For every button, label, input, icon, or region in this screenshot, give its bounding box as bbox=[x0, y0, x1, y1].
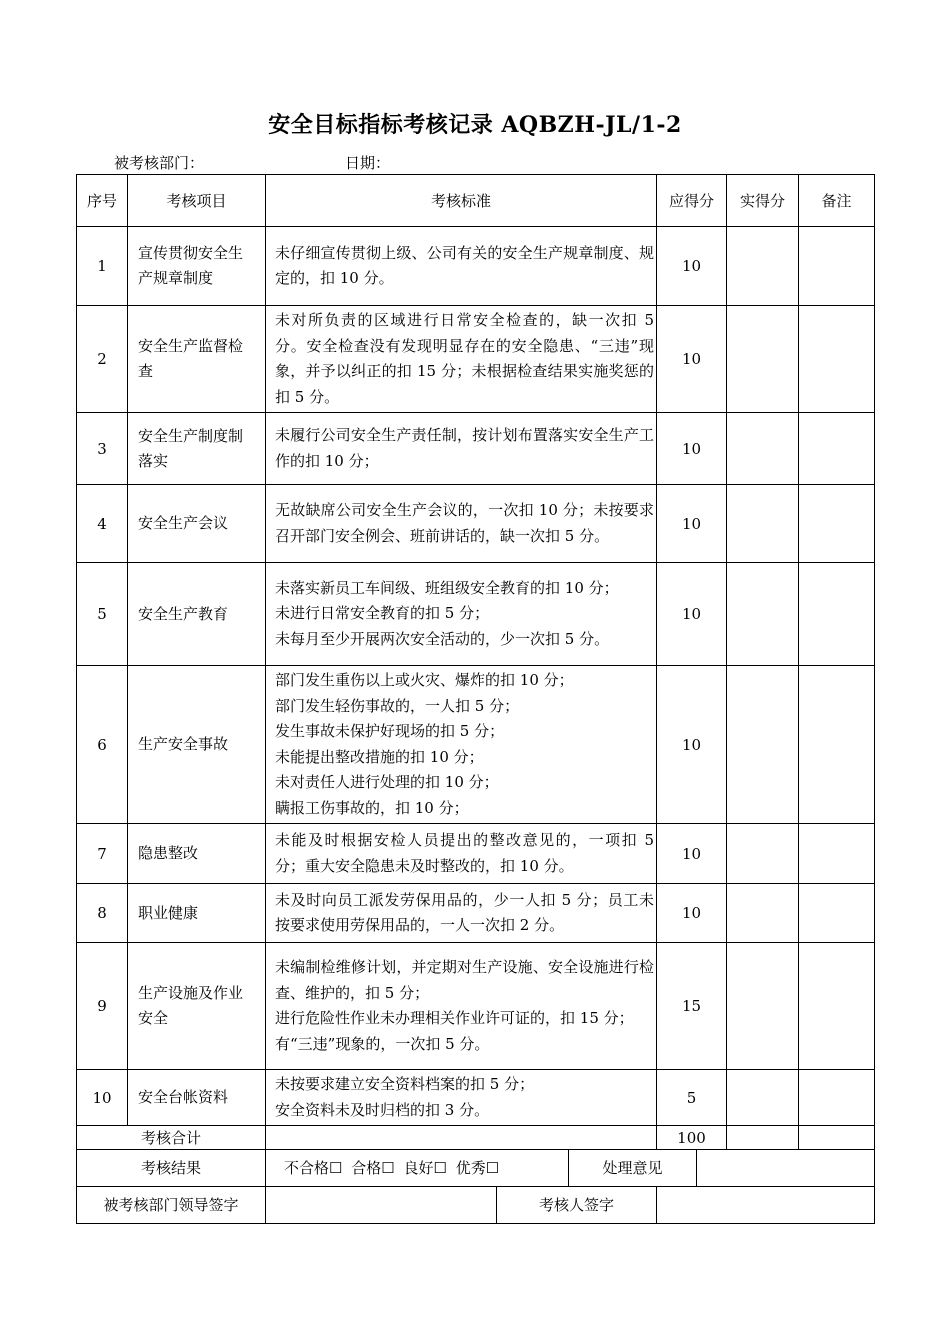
row-due-score: 10 bbox=[657, 227, 727, 306]
row-actual-score[interactable] bbox=[727, 563, 799, 666]
row-item: 宣传贯彻安全生产规章制度 bbox=[128, 227, 266, 306]
row-no: 9 bbox=[77, 943, 128, 1070]
row-standard bbox=[266, 824, 657, 884]
header-due: 应得分 bbox=[657, 175, 727, 227]
signature-row bbox=[77, 1187, 875, 1223]
row-no: 6 bbox=[77, 666, 128, 824]
table-row bbox=[77, 227, 875, 306]
row-due-score: 10 bbox=[657, 824, 727, 884]
option-qualified[interactable]: 合格☐ bbox=[351, 1159, 395, 1178]
row-no: 7 bbox=[77, 824, 128, 884]
row-remark[interactable] bbox=[799, 413, 875, 485]
header-remark: 备注 bbox=[799, 175, 875, 227]
total-remark-cell[interactable] bbox=[799, 1126, 875, 1150]
row-no: 5 bbox=[77, 563, 128, 666]
standard-line: 部门发生轻伤事故的，一人扣 5 分； bbox=[275, 696, 520, 715]
header-no: 序号 bbox=[77, 175, 128, 227]
standard-line: 未对所负责的区域进行日常安全检查的，缺一次扣 5 分。安全检查没有发现明显存在的安全隐患、“三违”现象，并予以纠正的扣 15 分；未根据检查结果实施奖惩的扣 5 分。 bbox=[275, 311, 654, 406]
row-actual-score[interactable] bbox=[727, 943, 799, 1070]
table-row bbox=[77, 413, 875, 485]
header-item: 考核项目 bbox=[128, 175, 266, 227]
total-due: 100 bbox=[657, 1126, 727, 1150]
row-due-score: 10 bbox=[657, 306, 727, 413]
table-row bbox=[77, 306, 875, 413]
standard-line: 安全资料未及时归档的扣 3 分。 bbox=[275, 1100, 490, 1119]
standard-line: 无故缺席公司安全生产会议的，一次扣 10 分；未按要求召开部门安全例会、班前讲话的，缺一次扣 5 分。 bbox=[275, 501, 654, 545]
row-remark[interactable] bbox=[799, 306, 875, 413]
standard-line: 部门发生重伤以上或火灾、爆炸的扣 10 分； bbox=[275, 671, 574, 689]
row-due-score: 5 bbox=[657, 1070, 727, 1126]
standard-line: 进行危险性作业未办理相关作业许可证的，扣 15 分； bbox=[275, 1009, 634, 1027]
row-item: 生产设施及作业安全 bbox=[128, 943, 266, 1070]
row-remark[interactable] bbox=[799, 1070, 875, 1126]
row-due-score: 10 bbox=[657, 666, 727, 824]
standard-line: 未能提出整改措施的扣 10 分； bbox=[275, 747, 484, 766]
option-unqualified[interactable]: 不合格☐ bbox=[284, 1159, 343, 1178]
signature-table bbox=[76, 1187, 875, 1224]
row-standard bbox=[266, 563, 657, 666]
standard-line: 瞒报工伤事故的，扣 10 分； bbox=[275, 798, 469, 817]
row-no: 2 bbox=[77, 306, 128, 413]
result-row bbox=[77, 1150, 875, 1186]
table-row bbox=[77, 824, 875, 884]
result-table bbox=[76, 1150, 875, 1187]
row-item: 安全台帐资料 bbox=[128, 1070, 266, 1126]
assessment-table bbox=[76, 174, 875, 1150]
date-label: 日期： bbox=[345, 154, 391, 172]
result-label: 考核结果 bbox=[77, 1150, 266, 1186]
row-remark[interactable] bbox=[799, 563, 875, 666]
table-header-row bbox=[77, 175, 875, 227]
row-actual-score[interactable] bbox=[727, 306, 799, 413]
row-no: 4 bbox=[77, 485, 128, 563]
row-item: 安全生产监督检查 bbox=[128, 306, 266, 413]
dept-leader-sign-field[interactable] bbox=[266, 1187, 497, 1223]
table-row bbox=[77, 943, 875, 1070]
row-remark[interactable] bbox=[799, 485, 875, 563]
row-standard bbox=[266, 666, 657, 824]
opinion-label: 处理意见 bbox=[569, 1150, 697, 1186]
row-standard bbox=[266, 306, 657, 413]
dept-label: 被考核部门： bbox=[114, 154, 205, 172]
header-standard: 考核标准 bbox=[266, 175, 657, 227]
option-excellent[interactable]: 优秀☐ bbox=[455, 1159, 500, 1178]
assessor-sign-field[interactable] bbox=[657, 1187, 875, 1223]
row-remark[interactable] bbox=[799, 884, 875, 943]
standard-line: 未对责任人进行处理的扣 10 分； bbox=[275, 773, 499, 791]
row-remark[interactable] bbox=[799, 227, 875, 306]
table-row bbox=[77, 485, 875, 563]
row-item: 安全生产会议 bbox=[128, 485, 266, 563]
row-item: 隐患整改 bbox=[128, 824, 266, 884]
standard-line: 有“三违”现象的，一次扣 5 分。 bbox=[275, 1034, 490, 1053]
row-actual-score[interactable] bbox=[727, 485, 799, 563]
standard-line: 未能及时根据安检人员提出的整改意见的，一项扣 5 分；重大安全隐患未及时整改的，扣 10 分。 bbox=[275, 831, 654, 875]
standard-line: 未履行公司安全生产责任制，按计划布置落实安全生产工作的扣 10 分； bbox=[275, 426, 654, 470]
row-remark[interactable] bbox=[799, 943, 875, 1070]
row-item: 安全生产教育 bbox=[128, 563, 266, 666]
row-actual-score[interactable] bbox=[727, 824, 799, 884]
row-standard bbox=[266, 1070, 657, 1126]
row-actual-score[interactable] bbox=[727, 413, 799, 485]
row-standard bbox=[266, 227, 657, 306]
standard-line: 未按要求建立安全资料档案的扣 5 分； bbox=[275, 1075, 535, 1093]
row-standard bbox=[266, 943, 657, 1070]
row-remark[interactable] bbox=[799, 666, 875, 824]
table-row bbox=[77, 666, 875, 824]
row-no: 8 bbox=[77, 884, 128, 943]
row-no: 1 bbox=[77, 227, 128, 306]
row-remark[interactable] bbox=[799, 824, 875, 884]
row-actual-score[interactable] bbox=[727, 1070, 799, 1126]
row-standard bbox=[266, 485, 657, 563]
standard-line: 未编制检维修计划，并定期对生产设施、安全设施进行检查、维护的，扣 5 分； bbox=[275, 958, 654, 1002]
row-item: 安全生产制度制落实 bbox=[128, 413, 266, 485]
row-due-score: 10 bbox=[657, 563, 727, 666]
row-actual-score[interactable] bbox=[727, 884, 799, 943]
table-row bbox=[77, 563, 875, 666]
option-good[interactable]: 良好☐ bbox=[403, 1159, 447, 1178]
total-actual-cell[interactable] bbox=[727, 1126, 799, 1150]
row-due-score: 10 bbox=[657, 884, 727, 943]
row-due-score: 10 bbox=[657, 413, 727, 485]
standard-line: 未落实新员工车间级、班组级安全教育的扣 10 分； bbox=[275, 578, 619, 597]
result-options bbox=[266, 1150, 569, 1186]
row-due-score: 10 bbox=[657, 485, 727, 563]
assessor-sign-label: 考核人签字 bbox=[497, 1187, 657, 1223]
row-no: 3 bbox=[77, 413, 128, 485]
total-standard-cell bbox=[266, 1126, 657, 1150]
row-standard bbox=[266, 884, 657, 943]
standard-line: 未仔细宣传贯彻上级、公司有关的安全生产规章制度、规定的，扣 10 分。 bbox=[275, 243, 654, 287]
total-label: 考核合计 bbox=[77, 1126, 266, 1150]
page-title: 安全目标指标考核记录 AQBZH-JL/1-2 bbox=[268, 112, 682, 138]
row-item: 职业健康 bbox=[128, 884, 266, 943]
row-standard bbox=[266, 413, 657, 485]
standard-line: 未每月至少开展两次安全活动的，少一次扣 5 分。 bbox=[275, 629, 610, 648]
row-actual-score[interactable] bbox=[727, 666, 799, 824]
dept-leader-sign-label: 被考核部门领导签字 bbox=[77, 1187, 266, 1223]
standard-line: 未进行日常安全教育的扣 5 分； bbox=[275, 604, 490, 623]
row-no: 10 bbox=[77, 1070, 128, 1126]
table-row bbox=[77, 884, 875, 943]
table-row bbox=[77, 1070, 875, 1126]
opinion-field[interactable] bbox=[697, 1150, 875, 1186]
standard-line: 未及时向员工派发劳保用品的，少一人扣 5 分；员工未按要求使用劳保用品的，一人一次扣 2 分。 bbox=[275, 890, 654, 934]
row-actual-score[interactable] bbox=[727, 227, 799, 306]
header-actual: 实得分 bbox=[727, 175, 799, 227]
row-item: 生产安全事故 bbox=[128, 666, 266, 824]
standard-line: 发生事故未保护好现场的扣 5 分； bbox=[275, 722, 505, 740]
total-row bbox=[77, 1126, 875, 1150]
row-due-score: 15 bbox=[657, 943, 727, 1070]
